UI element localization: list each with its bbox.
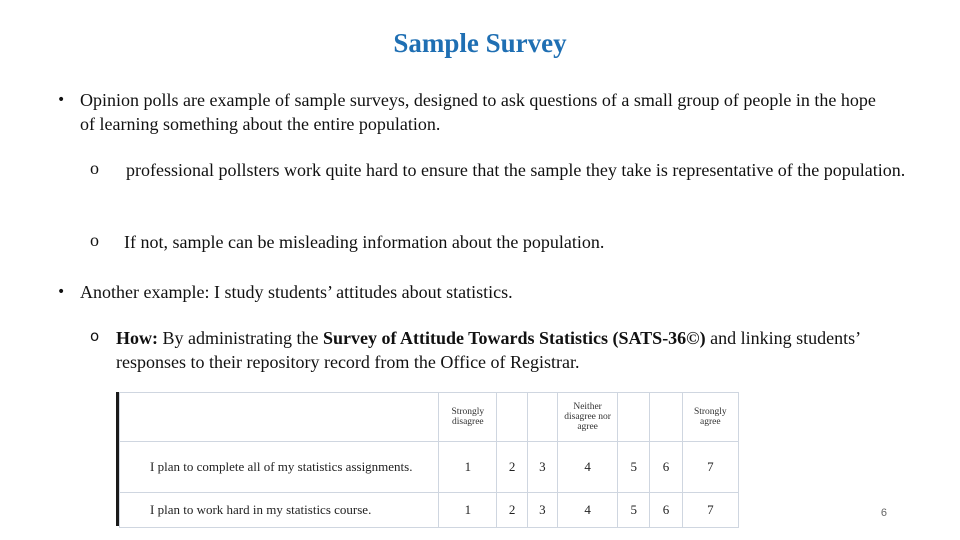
page-number: 6 <box>880 507 887 519</box>
table-header-cell <box>650 393 682 442</box>
table-row <box>120 493 739 528</box>
table-cell: 1 <box>439 493 497 528</box>
sub-bullet-3-marker: o <box>90 327 100 345</box>
table-header-cell <box>120 393 439 442</box>
table-cell: 4 <box>558 442 618 493</box>
slide-title: Sample Survey <box>393 28 567 58</box>
table-question: I plan to work hard in my statistics course. <box>120 493 439 528</box>
table-row <box>120 442 739 493</box>
table-header-cell: Strongly agree <box>682 393 738 442</box>
how-text-2: and linking students’ responses to their repository record from the Office of Registrar. <box>116 328 860 372</box>
bullet-2-text: Another example: I study students’ attitudes about statistics. <box>80 282 513 302</box>
table-cell: 2 <box>497 493 527 528</box>
survey-name: Survey of Attitude Towards Statistics (SATS-36©) <box>322 328 706 348</box>
table-header-cell <box>527 393 557 442</box>
table-cell: 6 <box>650 493 682 528</box>
table-cell: 5 <box>618 493 650 528</box>
table-question: I plan to complete all of my statistics assignments. <box>120 442 439 493</box>
table-header-cell <box>497 393 527 442</box>
table-header-cell: Neither disagree nor agree <box>558 393 618 442</box>
sub-bullet-2-text: If not, sample can be misleading information about the population. <box>124 232 605 252</box>
table-header-cell: Strongly disagree <box>439 393 497 442</box>
table-cell: 7 <box>682 493 738 528</box>
table-cell: 6 <box>650 442 682 493</box>
table-cell: 4 <box>558 493 618 528</box>
how-text-1: By administrating the <box>158 328 323 348</box>
bullet-marker: • <box>57 284 66 300</box>
table-cell: 1 <box>439 442 497 493</box>
table-cell: 3 <box>527 493 557 528</box>
survey-table-image <box>116 392 741 526</box>
bullet-marker: • <box>57 92 66 108</box>
table-cell: 5 <box>618 442 650 493</box>
survey-table <box>119 392 739 528</box>
bullet-1-text: Opinion polls are example of sample surveys, designed to ask questions of a small group of people in the hope of learning something about the entire population. <box>80 90 876 134</box>
sub-bullet-1-marker: o <box>90 158 99 178</box>
table-header-cell <box>618 393 650 442</box>
sub-bullet-3-text <box>116 326 906 374</box>
table-cell: 3 <box>527 442 557 493</box>
table-header-row <box>120 393 739 442</box>
table-cell: 7 <box>682 442 738 493</box>
table-cell: 2 <box>497 442 527 493</box>
sub-bullet-2-marker: o <box>90 230 99 250</box>
how-label: How: <box>116 328 158 348</box>
sub-bullet-1-text: professional pollsters work quite hard to ensure that the sample they take is representative of the population. <box>126 160 906 180</box>
